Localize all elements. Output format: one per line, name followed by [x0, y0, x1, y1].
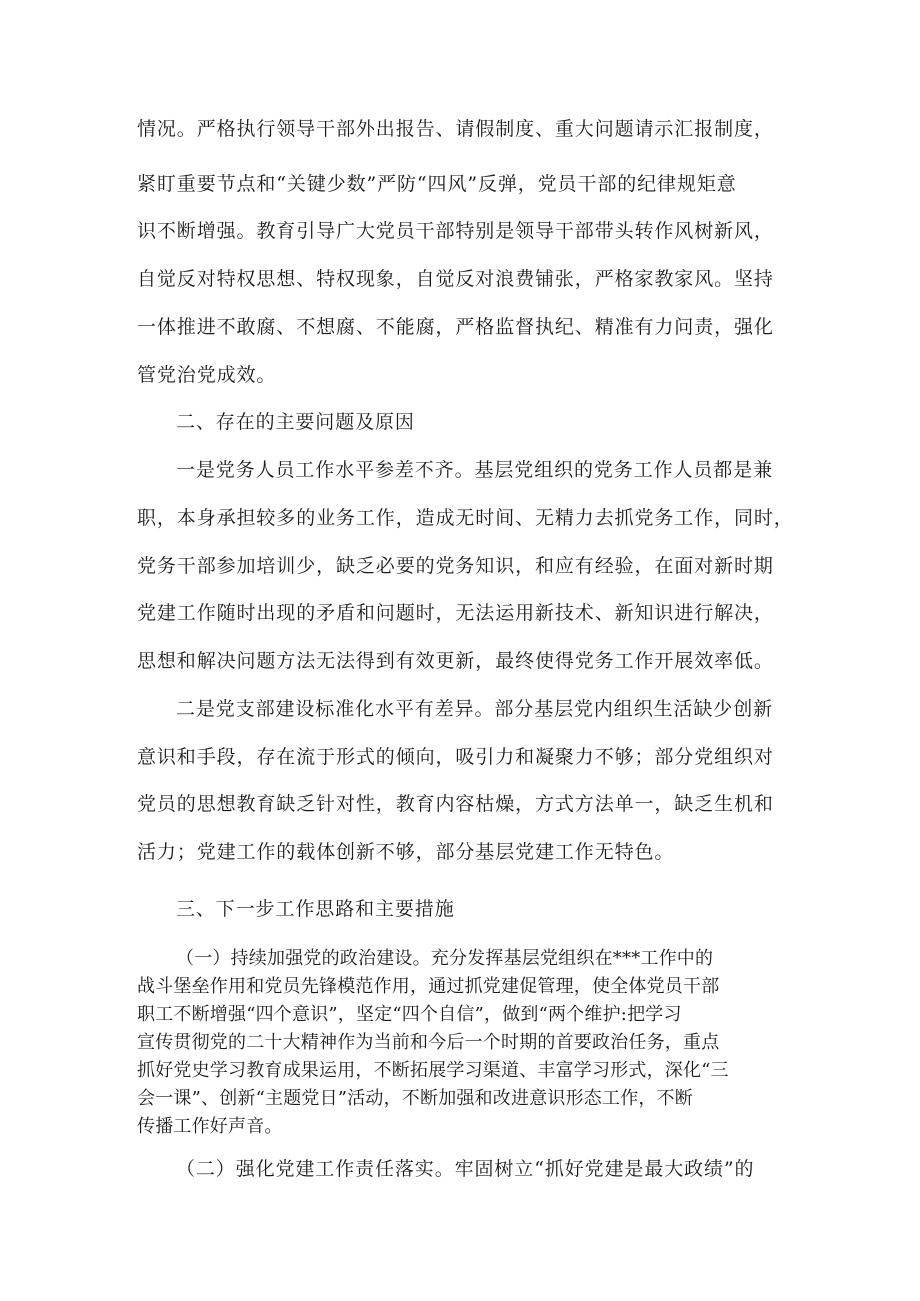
text-line: 紧盯重要节点和“关键少数”严防“四风”反弹，党员干部的纪律规矩意 — [137, 173, 737, 195]
text-line: 一是党务人员工作水平参差不齐。基层党组织的党务工作人员都是兼 — [176, 459, 774, 481]
text-line: 职工不断增强“四个意识”，坚定“四个自信”，做到“两个维护:把学习 — [137, 1004, 682, 1025]
text-line: 自觉反对特权思想、特权现象，自觉反对浪费铺张，严格家教家风。坚持 — [137, 268, 774, 290]
text-line: 意识和手段，存在流于形式的倾向，吸引力和凝聚力不够；部分党组织对 — [137, 746, 774, 768]
text-line: 抓好党史学习教育成果运用，不断拓展学习渠道、丰富学习形式，深化“三 — [137, 1060, 729, 1081]
text-line: 思想和解决问题方法无法得到有效更新，最终使得党务工作开展效率低。 — [137, 650, 774, 672]
text-line: 管党治党成效。 — [137, 364, 277, 386]
text-line: 传播工作好声音。 — [137, 1116, 283, 1137]
section-heading: 二、存在的主要问题及原因 — [176, 411, 415, 433]
text-line: 宣传贯彻党的二十大精神作为当前和今后一个时期的首要政治任务，重点 — [137, 1032, 720, 1053]
text-line: 二是党支部建设标准化水平有差异。部分基层党内组织生活缺少创新 — [176, 698, 774, 720]
text-line: （一）持续加强党的政治建设。充分发挥基层党组织在***工作中的 — [176, 948, 714, 969]
text-line: （二）强化党建工作责任落实。牢固树立“抓好党建是最大政绩”的 — [176, 1158, 755, 1180]
text-line: 会一课”、创新“主题党日”活动，不断加强和改进意识形态工作，不断 — [137, 1088, 694, 1109]
text-line: 一体推进不敢腐、不想腐、不能腐，严格监督执纪、精准有力问责，强化 — [137, 316, 774, 338]
text-line: 党建工作随时出现的矛盾和问题时，无法运用新技术、新知识进行解决， — [137, 602, 774, 624]
text-line: 活力；党建工作的载体创新不够，部分基层党建工作无特色。 — [137, 841, 675, 863]
text-line: 党员的思想教育缺乏针对性，教育内容枯燥，方式方法单一，缺乏生机和 — [137, 793, 774, 815]
text-line: 情况。严格执行领导干部外出报告、请假制度、重大问题请示汇报制度， — [137, 118, 774, 140]
text-line: 职，本身承担较多的业务工作，造成无时间、无精力去抓党务工作，同时， — [137, 507, 794, 529]
text-line: 战斗堡垒作用和党员先锋模范作用，通过抓党建促管理，使全体党员干部 — [137, 976, 720, 997]
text-line: 党务干部参加培训少，缺乏必要的党务知识，和应有经验，在面对新时期 — [137, 555, 774, 577]
text-line: 识不断增强。教育引导广大党员干部特别是领导干部带头转作风树新风， — [137, 220, 774, 242]
section-heading: 三、下一步工作思路和主要措施 — [176, 898, 455, 920]
